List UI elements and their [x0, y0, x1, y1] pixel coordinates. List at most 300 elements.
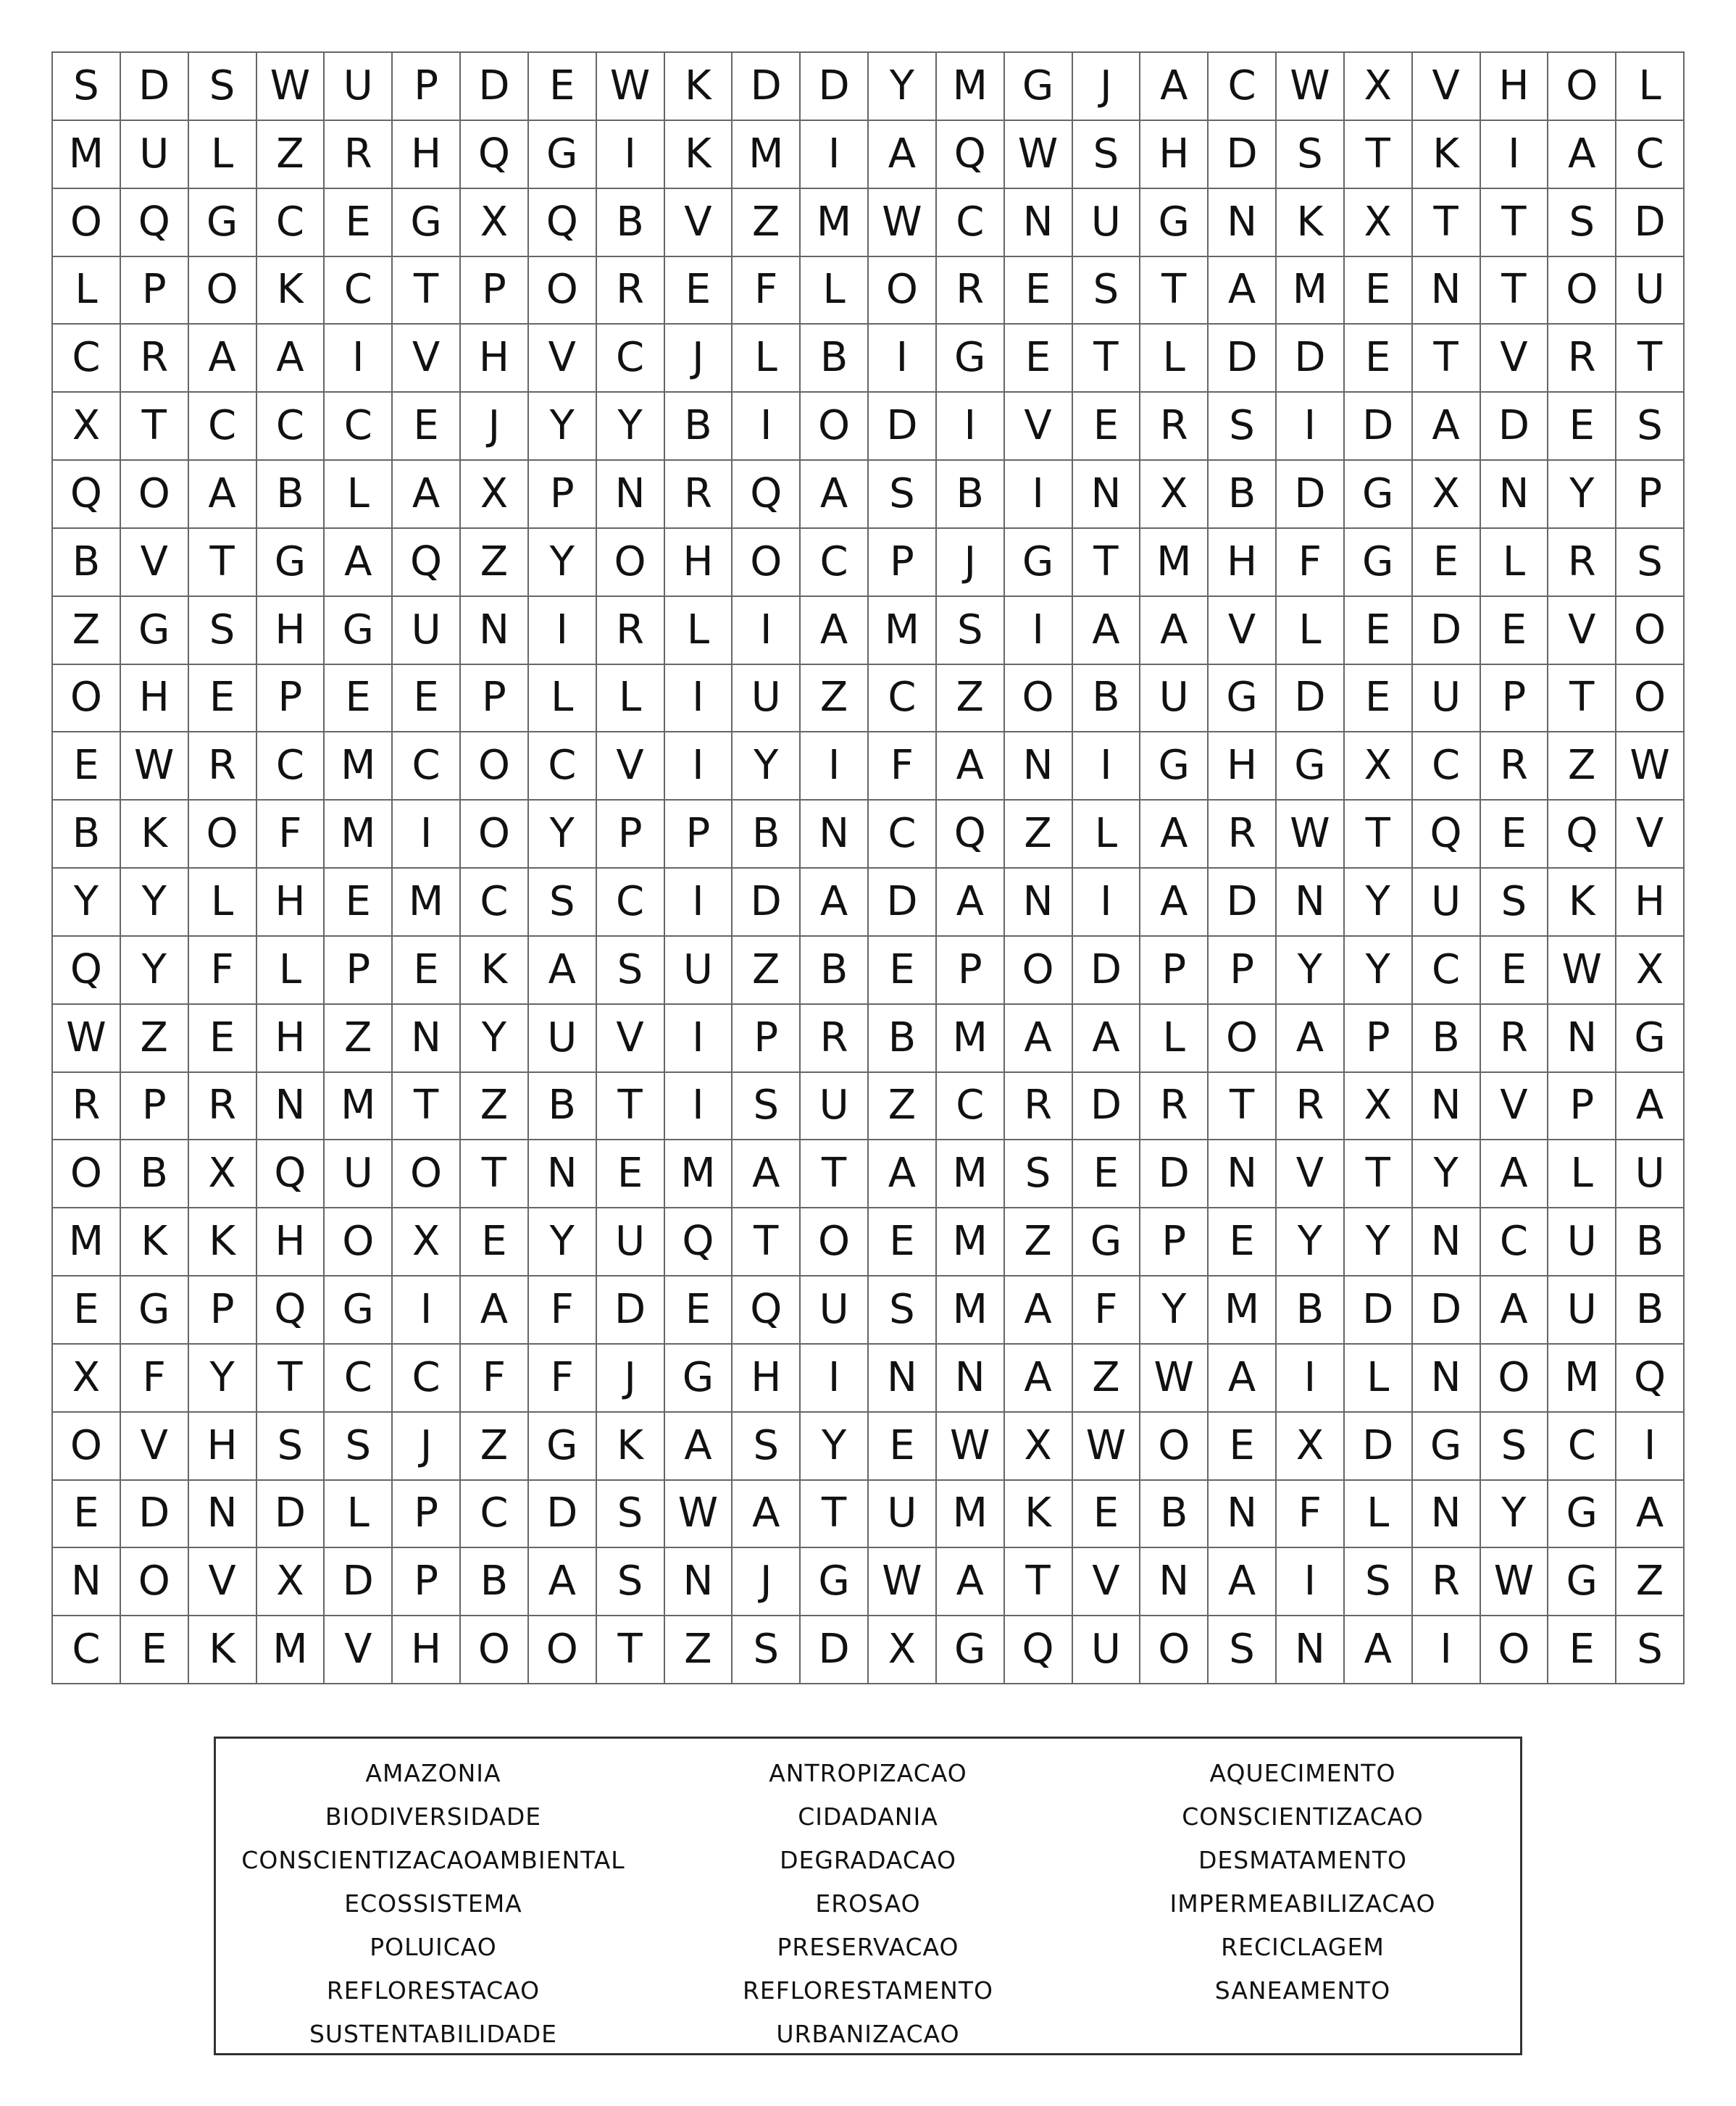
grid-cell[interactable]: L — [733, 325, 801, 393]
grid-cell[interactable]: N — [1413, 1481, 1481, 1549]
grid-cell[interactable]: H — [1209, 732, 1277, 801]
grid-cell[interactable]: E — [53, 1276, 121, 1345]
grid-cell[interactable]: X — [1345, 1073, 1413, 1141]
grid-cell[interactable]: F — [121, 1345, 189, 1413]
grid-cell[interactable]: O — [1005, 665, 1073, 733]
grid-cell[interactable]: I — [325, 325, 393, 393]
grid-cell[interactable]: P — [937, 937, 1005, 1005]
grid-cell[interactable]: W — [1616, 732, 1685, 801]
grid-cell[interactable]: T — [1548, 665, 1616, 733]
grid-cell[interactable]: N — [1413, 1208, 1481, 1276]
grid-cell[interactable]: D — [257, 1481, 325, 1549]
grid-cell[interactable]: X — [1616, 937, 1685, 1005]
grid-cell[interactable]: C — [1413, 937, 1481, 1005]
grid-cell[interactable]: R — [1005, 1073, 1073, 1141]
grid-cell[interactable]: A — [1209, 1345, 1277, 1413]
grid-cell[interactable]: I — [665, 732, 733, 801]
grid-cell[interactable]: N — [1481, 461, 1549, 529]
grid-cell[interactable]: X — [461, 189, 529, 257]
grid-cell[interactable]: P — [1616, 461, 1685, 529]
grid-cell[interactable]: D — [1277, 461, 1345, 529]
grid-cell[interactable]: D — [801, 53, 869, 121]
grid-cell[interactable]: T — [1413, 189, 1481, 257]
grid-cell[interactable]: C — [1481, 1208, 1549, 1276]
grid-cell[interactable]: X — [53, 1345, 121, 1413]
grid-cell[interactable]: K — [1413, 121, 1481, 189]
grid-cell[interactable]: V — [189, 1548, 257, 1616]
grid-cell[interactable]: L — [1481, 529, 1549, 597]
grid-cell[interactable]: D — [1345, 393, 1413, 461]
grid-cell[interactable]: M — [937, 1005, 1005, 1073]
grid-cell[interactable]: E — [1345, 257, 1413, 325]
grid-cell[interactable]: P — [121, 1073, 189, 1141]
grid-cell[interactable]: R — [1481, 732, 1549, 801]
grid-cell[interactable]: T — [1345, 121, 1413, 189]
grid-cell[interactable]: U — [529, 1005, 597, 1073]
grid-cell[interactable]: M — [937, 1481, 1005, 1549]
grid-cell[interactable]: E — [1548, 393, 1616, 461]
grid-cell[interactable]: K — [189, 1208, 257, 1276]
grid-cell[interactable]: U — [1413, 665, 1481, 733]
grid-cell[interactable]: P — [1140, 1208, 1209, 1276]
grid-cell[interactable]: O — [393, 1140, 461, 1208]
grid-cell[interactable]: F — [189, 937, 257, 1005]
grid-cell[interactable]: S — [325, 1413, 393, 1481]
grid-cell[interactable]: O — [325, 1208, 393, 1276]
grid-cell[interactable]: Q — [1413, 801, 1481, 869]
grid-cell[interactable]: E — [869, 937, 937, 1005]
grid-cell[interactable]: A — [1548, 121, 1616, 189]
grid-cell[interactable]: N — [597, 461, 665, 529]
grid-cell[interactable]: B — [1616, 1276, 1685, 1345]
grid-cell[interactable]: E — [597, 1140, 665, 1208]
grid-cell[interactable]: W — [1277, 53, 1345, 121]
grid-cell[interactable]: N — [801, 801, 869, 869]
grid-cell[interactable]: Y — [1277, 937, 1345, 1005]
grid-cell[interactable]: J — [393, 1413, 461, 1481]
grid-cell[interactable]: A — [1209, 1548, 1277, 1616]
grid-cell[interactable]: W — [1481, 1548, 1549, 1616]
grid-cell[interactable]: M — [1548, 1345, 1616, 1413]
grid-cell[interactable]: Z — [325, 1005, 393, 1073]
grid-cell[interactable]: K — [257, 257, 325, 325]
grid-cell[interactable]: X — [1277, 1413, 1345, 1481]
grid-cell[interactable]: S — [1616, 393, 1685, 461]
grid-cell[interactable]: Y — [801, 1413, 869, 1481]
grid-cell[interactable]: N — [1005, 189, 1073, 257]
grid-cell[interactable]: N — [393, 1005, 461, 1073]
grid-cell[interactable]: I — [801, 1345, 869, 1413]
grid-cell[interactable]: S — [733, 1413, 801, 1481]
grid-cell[interactable]: E — [393, 393, 461, 461]
grid-cell[interactable]: X — [461, 461, 529, 529]
grid-cell[interactable]: Z — [461, 1073, 529, 1141]
grid-cell[interactable]: K — [121, 1208, 189, 1276]
grid-cell[interactable]: H — [121, 665, 189, 733]
grid-cell[interactable]: K — [121, 801, 189, 869]
grid-cell[interactable]: P — [325, 937, 393, 1005]
grid-cell[interactable]: M — [325, 1073, 393, 1141]
grid-cell[interactable]: A — [529, 937, 597, 1005]
grid-cell[interactable]: L — [1140, 1005, 1209, 1073]
grid-cell[interactable]: H — [665, 529, 733, 597]
grid-cell[interactable]: S — [1616, 1616, 1685, 1684]
grid-cell[interactable]: N — [1413, 1345, 1481, 1413]
grid-cell[interactable]: A — [1073, 1005, 1141, 1073]
grid-cell[interactable]: X — [257, 1548, 325, 1616]
grid-cell[interactable]: A — [1073, 597, 1141, 665]
grid-cell[interactable]: F — [257, 801, 325, 869]
grid-cell[interactable]: F — [461, 1345, 529, 1413]
grid-cell[interactable]: A — [937, 869, 1005, 937]
grid-cell[interactable]: T — [1073, 529, 1141, 597]
grid-cell[interactable]: L — [189, 869, 257, 937]
grid-cell[interactable]: E — [1073, 1481, 1141, 1549]
grid-cell[interactable]: V — [665, 189, 733, 257]
grid-cell[interactable]: L — [1616, 53, 1685, 121]
grid-cell[interactable]: M — [53, 1208, 121, 1276]
grid-cell[interactable]: E — [665, 1276, 733, 1345]
grid-cell[interactable]: S — [733, 1616, 801, 1684]
grid-cell[interactable]: F — [529, 1276, 597, 1345]
grid-cell[interactable]: A — [257, 325, 325, 393]
grid-cell[interactable]: R — [1140, 393, 1209, 461]
grid-cell[interactable]: B — [53, 529, 121, 597]
grid-cell[interactable]: B — [1140, 1481, 1209, 1549]
grid-cell[interactable]: H — [257, 597, 325, 665]
grid-cell[interactable]: A — [189, 325, 257, 393]
grid-cell[interactable]: O — [53, 1140, 121, 1208]
grid-cell[interactable]: U — [393, 597, 461, 665]
grid-cell[interactable]: A — [937, 732, 1005, 801]
grid-cell[interactable]: H — [461, 325, 529, 393]
grid-cell[interactable]: V — [1616, 801, 1685, 869]
grid-cell[interactable]: T — [733, 1208, 801, 1276]
grid-cell[interactable]: N — [1277, 1616, 1345, 1684]
grid-cell[interactable]: G — [325, 597, 393, 665]
grid-cell[interactable]: I — [937, 393, 1005, 461]
grid-cell[interactable]: C — [529, 732, 597, 801]
grid-cell[interactable]: V — [1277, 1140, 1345, 1208]
grid-cell[interactable]: F — [1277, 529, 1345, 597]
grid-cell[interactable]: X — [393, 1208, 461, 1276]
grid-cell[interactable]: E — [1005, 325, 1073, 393]
grid-cell[interactable]: P — [393, 53, 461, 121]
grid-cell[interactable]: G — [393, 189, 461, 257]
grid-cell[interactable]: I — [733, 597, 801, 665]
grid-cell[interactable]: B — [733, 801, 801, 869]
grid-cell[interactable]: N — [1413, 257, 1481, 325]
grid-cell[interactable]: O — [461, 732, 529, 801]
grid-cell[interactable]: O — [733, 529, 801, 597]
grid-cell[interactable]: C — [869, 801, 937, 869]
grid-cell[interactable]: X — [53, 393, 121, 461]
grid-cell[interactable]: R — [597, 257, 665, 325]
grid-cell[interactable]: Y — [189, 1345, 257, 1413]
grid-cell[interactable]: T — [1345, 1140, 1413, 1208]
grid-cell[interactable]: I — [665, 1005, 733, 1073]
grid-cell[interactable]: W — [597, 53, 665, 121]
grid-cell[interactable]: T — [801, 1140, 869, 1208]
grid-cell[interactable]: I — [1073, 732, 1141, 801]
grid-cell[interactable]: T — [393, 257, 461, 325]
grid-cell[interactable]: I — [1413, 1616, 1481, 1684]
grid-cell[interactable]: D — [461, 53, 529, 121]
grid-cell[interactable]: T — [257, 1345, 325, 1413]
grid-cell[interactable]: C — [1548, 1413, 1616, 1481]
grid-cell[interactable]: M — [393, 869, 461, 937]
grid-cell[interactable]: S — [869, 461, 937, 529]
grid-cell[interactable]: U — [1616, 257, 1685, 325]
grid-cell[interactable]: Y — [529, 1208, 597, 1276]
grid-cell[interactable]: G — [1209, 665, 1277, 733]
grid-cell[interactable]: B — [1073, 665, 1141, 733]
grid-cell[interactable]: E — [1413, 529, 1481, 597]
grid-cell[interactable]: D — [1481, 393, 1549, 461]
grid-cell[interactable]: Q — [257, 1140, 325, 1208]
grid-cell[interactable]: M — [733, 121, 801, 189]
grid-cell[interactable]: O — [1005, 937, 1073, 1005]
grid-cell[interactable]: U — [1140, 665, 1209, 733]
grid-cell[interactable]: S — [1073, 121, 1141, 189]
grid-cell[interactable]: B — [869, 1005, 937, 1073]
grid-cell[interactable]: Z — [1005, 1208, 1073, 1276]
grid-cell[interactable]: C — [461, 869, 529, 937]
grid-cell[interactable]: U — [733, 665, 801, 733]
grid-cell[interactable]: P — [189, 1276, 257, 1345]
grid-cell[interactable]: Y — [529, 529, 597, 597]
grid-cell[interactable]: B — [801, 937, 869, 1005]
grid-cell[interactable]: Y — [1413, 1140, 1481, 1208]
grid-cell[interactable]: Q — [733, 1276, 801, 1345]
grid-cell[interactable]: T — [1140, 257, 1209, 325]
grid-cell[interactable]: O — [461, 801, 529, 869]
grid-cell[interactable]: G — [257, 529, 325, 597]
grid-cell[interactable]: L — [597, 665, 665, 733]
grid-cell[interactable]: A — [393, 461, 461, 529]
grid-cell[interactable]: R — [1209, 801, 1277, 869]
grid-cell[interactable]: P — [1140, 937, 1209, 1005]
grid-cell[interactable]: G — [801, 1548, 869, 1616]
grid-cell[interactable]: Y — [1140, 1276, 1209, 1345]
grid-cell[interactable]: E — [1209, 1208, 1277, 1276]
grid-cell[interactable]: N — [1005, 869, 1073, 937]
grid-cell[interactable]: P — [869, 529, 937, 597]
grid-cell[interactable]: A — [1140, 597, 1209, 665]
grid-cell[interactable]: Z — [257, 121, 325, 189]
grid-cell[interactable]: R — [53, 1073, 121, 1141]
grid-cell[interactable]: H — [393, 121, 461, 189]
grid-cell[interactable]: G — [189, 189, 257, 257]
grid-cell[interactable]: K — [665, 121, 733, 189]
grid-cell[interactable]: S — [597, 1548, 665, 1616]
grid-cell[interactable]: N — [461, 597, 529, 665]
grid-cell[interactable]: D — [1413, 1276, 1481, 1345]
grid-cell[interactable]: I — [801, 121, 869, 189]
grid-cell[interactable]: Z — [869, 1073, 937, 1141]
grid-cell[interactable]: S — [597, 1481, 665, 1549]
grid-cell[interactable]: O — [53, 189, 121, 257]
grid-cell[interactable]: K — [189, 1616, 257, 1684]
grid-cell[interactable]: O — [869, 257, 937, 325]
grid-cell[interactable]: G — [1345, 529, 1413, 597]
grid-cell[interactable]: S — [1277, 121, 1345, 189]
grid-cell[interactable]: H — [733, 1345, 801, 1413]
grid-cell[interactable]: B — [53, 801, 121, 869]
grid-cell[interactable]: C — [325, 393, 393, 461]
grid-cell[interactable]: S — [189, 53, 257, 121]
grid-cell[interactable]: W — [257, 53, 325, 121]
grid-cell[interactable]: I — [529, 597, 597, 665]
grid-cell[interactable]: A — [325, 529, 393, 597]
grid-cell[interactable]: E — [1481, 937, 1549, 1005]
grid-cell[interactable]: V — [1073, 1548, 1141, 1616]
grid-cell[interactable]: U — [1073, 1616, 1141, 1684]
grid-cell[interactable]: Q — [53, 937, 121, 1005]
grid-cell[interactable]: E — [189, 665, 257, 733]
grid-cell[interactable]: Q — [529, 189, 597, 257]
grid-cell[interactable]: U — [1548, 1208, 1616, 1276]
grid-cell[interactable]: M — [937, 1140, 1005, 1208]
grid-cell[interactable]: H — [189, 1413, 257, 1481]
grid-cell[interactable]: A — [1140, 801, 1209, 869]
grid-cell[interactable]: W — [869, 189, 937, 257]
grid-cell[interactable]: P — [1345, 1005, 1413, 1073]
grid-cell[interactable]: Z — [53, 597, 121, 665]
grid-cell[interactable]: B — [1413, 1005, 1481, 1073]
grid-cell[interactable]: P — [393, 1548, 461, 1616]
grid-cell[interactable]: L — [1073, 801, 1141, 869]
grid-cell[interactable]: E — [529, 53, 597, 121]
grid-cell[interactable]: C — [937, 1073, 1005, 1141]
grid-cell[interactable]: S — [1616, 529, 1685, 597]
grid-cell[interactable]: V — [393, 325, 461, 393]
grid-cell[interactable]: L — [1548, 1140, 1616, 1208]
grid-cell[interactable]: C — [597, 325, 665, 393]
grid-cell[interactable]: J — [1073, 53, 1141, 121]
grid-cell[interactable]: Z — [461, 1413, 529, 1481]
grid-cell[interactable]: I — [869, 325, 937, 393]
grid-cell[interactable]: O — [597, 529, 665, 597]
grid-cell[interactable]: Q — [937, 121, 1005, 189]
grid-cell[interactable]: I — [733, 393, 801, 461]
grid-cell[interactable]: P — [529, 461, 597, 529]
grid-cell[interactable]: L — [801, 257, 869, 325]
grid-cell[interactable]: E — [1073, 1140, 1141, 1208]
grid-cell[interactable]: L — [325, 1481, 393, 1549]
grid-cell[interactable]: A — [733, 1481, 801, 1549]
grid-cell[interactable]: D — [1140, 1140, 1209, 1208]
grid-cell[interactable]: A — [869, 1140, 937, 1208]
grid-cell[interactable]: M — [937, 1276, 1005, 1345]
grid-cell[interactable]: O — [801, 393, 869, 461]
grid-cell[interactable]: B — [121, 1140, 189, 1208]
grid-cell[interactable]: U — [1616, 1140, 1685, 1208]
grid-cell[interactable]: O — [1616, 597, 1685, 665]
grid-cell[interactable]: G — [1140, 189, 1209, 257]
grid-cell[interactable]: X — [869, 1616, 937, 1684]
grid-cell[interactable]: X — [1345, 53, 1413, 121]
grid-cell[interactable]: V — [1481, 1073, 1549, 1141]
grid-cell[interactable]: U — [1548, 1276, 1616, 1345]
grid-cell[interactable]: V — [1481, 325, 1549, 393]
grid-cell[interactable]: P — [1209, 937, 1277, 1005]
grid-cell[interactable]: J — [597, 1345, 665, 1413]
grid-cell[interactable]: P — [597, 801, 665, 869]
grid-cell[interactable]: M — [325, 801, 393, 869]
grid-cell[interactable]: N — [1413, 1073, 1481, 1141]
grid-cell[interactable]: M — [53, 121, 121, 189]
grid-cell[interactable]: D — [733, 53, 801, 121]
grid-cell[interactable]: S — [1005, 1140, 1073, 1208]
grid-cell[interactable]: Z — [1548, 732, 1616, 801]
grid-cell[interactable]: Z — [801, 665, 869, 733]
grid-cell[interactable]: R — [189, 1073, 257, 1141]
grid-cell[interactable]: G — [937, 1616, 1005, 1684]
grid-cell[interactable]: G — [1345, 461, 1413, 529]
grid-cell[interactable]: D — [1209, 869, 1277, 937]
grid-cell[interactable]: Q — [1616, 1345, 1685, 1413]
grid-cell[interactable]: H — [1616, 869, 1685, 937]
grid-cell[interactable]: W — [1140, 1345, 1209, 1413]
grid-cell[interactable]: E — [393, 937, 461, 1005]
grid-cell[interactable]: G — [1548, 1548, 1616, 1616]
grid-cell[interactable]: R — [937, 257, 1005, 325]
grid-cell[interactable]: A — [1345, 1616, 1413, 1684]
grid-cell[interactable]: D — [1277, 665, 1345, 733]
grid-cell[interactable]: T — [597, 1073, 665, 1141]
grid-cell[interactable]: U — [325, 1140, 393, 1208]
grid-cell[interactable]: N — [1277, 869, 1345, 937]
grid-cell[interactable]: A — [733, 1140, 801, 1208]
grid-cell[interactable]: S — [1481, 1413, 1549, 1481]
grid-cell[interactable]: V — [1548, 597, 1616, 665]
grid-cell[interactable]: C — [325, 1345, 393, 1413]
grid-cell[interactable]: W — [665, 1481, 733, 1549]
grid-cell[interactable]: E — [1345, 665, 1413, 733]
grid-cell[interactable]: R — [801, 1005, 869, 1073]
grid-cell[interactable]: V — [1005, 393, 1073, 461]
grid-cell[interactable]: W — [937, 1413, 1005, 1481]
grid-cell[interactable]: G — [1277, 732, 1345, 801]
grid-cell[interactable]: R — [1548, 325, 1616, 393]
grid-cell[interactable]: A — [937, 1548, 1005, 1616]
grid-cell[interactable]: U — [801, 1073, 869, 1141]
grid-cell[interactable]: O — [1140, 1616, 1209, 1684]
grid-cell[interactable]: B — [1209, 461, 1277, 529]
grid-cell[interactable]: W — [869, 1548, 937, 1616]
grid-cell[interactable]: G — [1073, 1208, 1141, 1276]
grid-cell[interactable]: D — [1277, 325, 1345, 393]
grid-cell[interactable]: P — [461, 665, 529, 733]
grid-cell[interactable]: E — [325, 665, 393, 733]
grid-cell[interactable]: O — [1616, 665, 1685, 733]
grid-cell[interactable]: L — [257, 937, 325, 1005]
grid-cell[interactable]: G — [121, 597, 189, 665]
grid-cell[interactable]: G — [529, 1413, 597, 1481]
grid-cell[interactable]: D — [733, 869, 801, 937]
grid-cell[interactable]: A — [1481, 1276, 1549, 1345]
grid-cell[interactable]: S — [257, 1413, 325, 1481]
grid-cell[interactable]: C — [1209, 53, 1277, 121]
grid-cell[interactable]: A — [1005, 1276, 1073, 1345]
grid-cell[interactable]: R — [1140, 1073, 1209, 1141]
grid-cell[interactable]: M — [1140, 529, 1209, 597]
grid-cell[interactable]: C — [53, 325, 121, 393]
grid-cell[interactable]: X — [1005, 1413, 1073, 1481]
grid-cell[interactable]: E — [869, 1413, 937, 1481]
grid-cell[interactable]: X — [189, 1140, 257, 1208]
